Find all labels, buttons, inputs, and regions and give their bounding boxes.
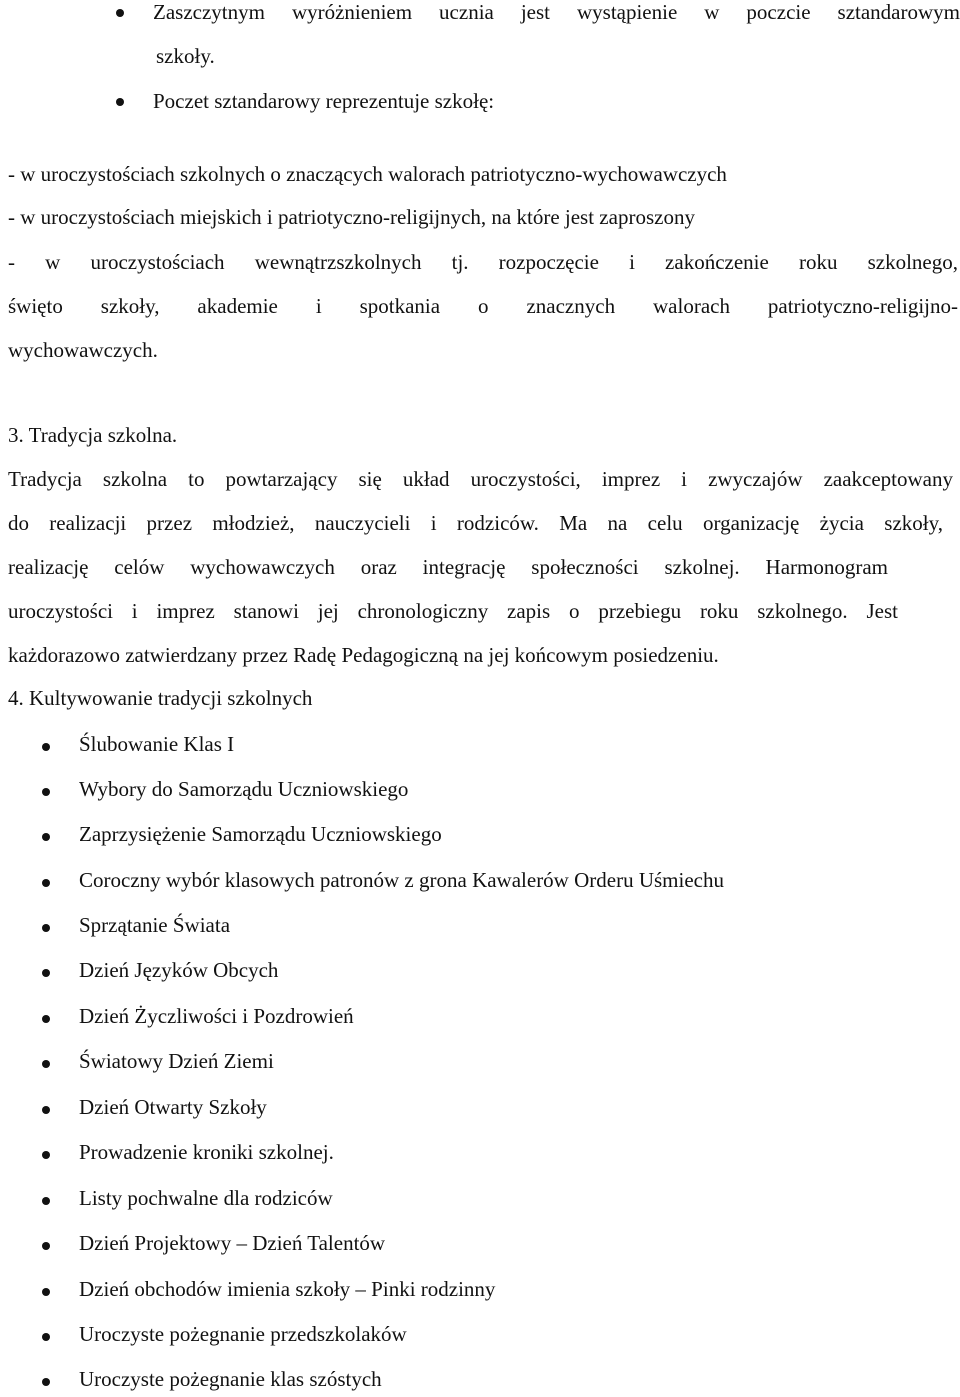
paragraph-line: każdorazowo zatwierdzany przez Radę Pedagogiczną na jej końcowym posiedzeniu. xyxy=(8,643,719,667)
list-item: Zaprzysiężenie Samorządu Uczniowskiego xyxy=(0,822,960,852)
bullet-icon xyxy=(42,788,50,796)
list-item: Sprzątanie Świata xyxy=(0,913,960,943)
bullet-icon xyxy=(42,969,50,977)
bullet-icon xyxy=(42,1288,50,1296)
list-item: Dzień Otwarty Szkoły xyxy=(0,1095,960,1125)
bullet-icon xyxy=(42,833,50,841)
list-item: Dzień Projektowy – Dzień Talentów xyxy=(0,1231,960,1261)
section-4-heading: 4. Kultywowanie tradycji szkolnych xyxy=(8,686,313,710)
bullet-icon xyxy=(42,1060,50,1068)
paragraph-line: święto szkoły, akademie i spotkania o znacznych walorach patriotyczno-religijno- xyxy=(8,294,958,318)
paragraph-line: wychowawczych. xyxy=(8,338,158,362)
bullet-icon xyxy=(116,98,124,106)
paragraph-line: uroczystości i imprez stanowi jej chronologiczny zapis o przebiegu roku szkolnego. Jest xyxy=(8,599,898,623)
list-item-line: szkoły. xyxy=(156,44,215,68)
list-item: Uroczyste pożegnanie przedszkolaków xyxy=(0,1322,960,1352)
dash-line: - w uroczystościach miejskich i patriotyczno-religijnych, na które jest zaproszony xyxy=(8,205,695,229)
dash-line: - w uroczystościach szkolnych o znaczących walorach patriotyczno-wychowawczych xyxy=(8,162,727,186)
list-item: Dzień obchodów imienia szkoły – Pinki rodzinny xyxy=(0,1277,960,1307)
bullet-icon xyxy=(42,1242,50,1250)
list-item: Dzień Życzliwości i Pozdrowień xyxy=(0,1004,960,1034)
list-item: Listy pochwalne dla rodziców xyxy=(0,1186,960,1216)
list-item: Coroczny wybór klasowych patronów z grona Kawalerów Orderu Uśmiechu xyxy=(0,868,960,898)
list-item: Światowy Dzień Ziemi xyxy=(0,1049,960,1079)
list-item: Prowadzenie kroniki szkolnej. xyxy=(0,1140,960,1170)
paragraph-line: Tradycja szkolna to powtarzający się układ uroczystości, imprez i zwyczajów zaakceptowany xyxy=(8,467,953,491)
list-item-line: Poczet sztandarowy reprezentuje szkołę: xyxy=(153,89,495,113)
bullet-icon xyxy=(42,1015,50,1023)
list-item-line: Zaszczytnym wyróżnieniem ucznia jest wystąpienie w poczcie sztandarowym xyxy=(153,0,960,24)
list-item: Ślubowanie Klas I xyxy=(0,732,960,762)
list-item: Uroczyste pożegnanie klas szóstych xyxy=(0,1367,960,1397)
bullet-icon xyxy=(42,743,50,751)
bullet-icon xyxy=(116,9,124,17)
paragraph-line: do realizacji przez młodzież, nauczycieli i rodziców. Ma na celu organizację życia szkoły, xyxy=(8,511,943,535)
bullet-icon xyxy=(42,1151,50,1159)
bullet-icon xyxy=(42,1378,50,1386)
bullet-icon xyxy=(42,1333,50,1341)
paragraph-line: realizację celów wychowawczych oraz integrację społeczności szkolnej. Harmonogram xyxy=(8,555,888,579)
section-3-heading: 3. Tradycja szkolna. xyxy=(8,423,178,447)
bullet-icon xyxy=(42,1197,50,1205)
bullet-icon xyxy=(42,924,50,932)
paragraph-line: - w uroczystościach wewnątrzszkolnych tj. rozpoczęcie i zakończenie roku szkolnego, xyxy=(8,250,958,274)
list-item: Wybory do Samorządu Uczniowskiego xyxy=(0,777,960,807)
bullet-icon xyxy=(42,879,50,887)
list-item: Dzień Języków Obcych xyxy=(0,958,960,988)
bullet-icon xyxy=(42,1106,50,1114)
